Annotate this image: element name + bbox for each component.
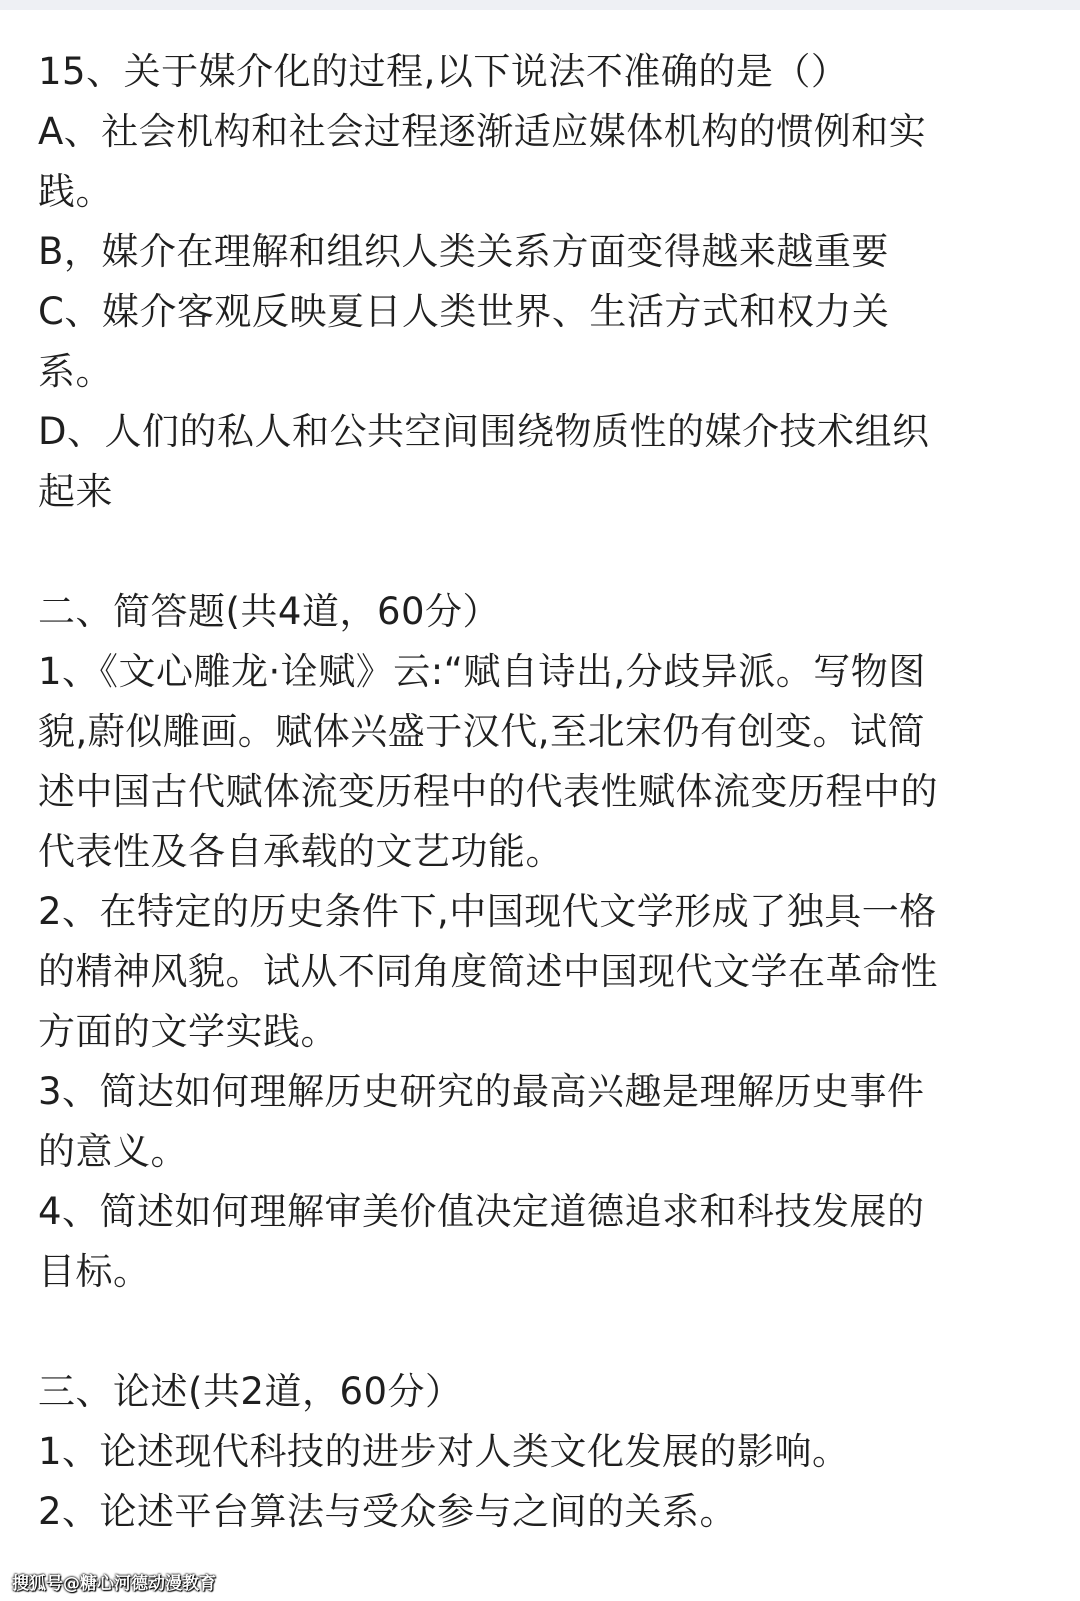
option-a: A、社会机构和社会过程逐渐适应媒体机构的惯例和实 [38, 110, 927, 153]
top-strip [0, 0, 1080, 10]
option-c-cont: 系。 [38, 350, 113, 393]
short-answer-1-cont: 貌,蔚似雕画。赋体兴盛于汉代,至北宋仍有创变。试简 [38, 710, 926, 753]
short-answer-4-cont: 目标。 [38, 1250, 151, 1293]
spacer [38, 522, 1048, 582]
section-heading: 三、论述(共2道，60分） [38, 1370, 463, 1413]
short-answer-2-cont: 的精神风貌。试从不同角度简述中国现代文学在革命性 [38, 950, 938, 993]
option-d-cont: 起来 [38, 470, 113, 513]
option-d: D、人们的私人和公共空间围绕物质性的媒介技术组织 [38, 410, 930, 453]
short-answer-1: 1、《文心雕龙·诠赋》云:“赋自诗出,分歧异派。写物图 [38, 650, 926, 693]
section-short-answer [38, 582, 1048, 1302]
short-answer-1-cont: 代表性及各自承载的文艺功能。 [38, 830, 563, 873]
question-stem: 15、关于媒介化的过程,以下说法不准确的是（） [38, 50, 849, 93]
option-a-cont: 践。 [38, 170, 113, 213]
short-answer-3: 3、简达如何理解历史研究的最高兴趣是理解历史事件 [38, 1070, 925, 1113]
short-answer-3-cont: 的意义。 [38, 1130, 188, 1173]
watermark: 搜狐号@糖心河德动漫教育 [12, 1574, 216, 1594]
question-15 [38, 42, 1048, 522]
short-answer-2-cont: 方面的文学实践。 [38, 1010, 338, 1053]
spacer [38, 1302, 1048, 1362]
section-heading: 二、简答题(共4道，60分） [38, 590, 501, 633]
option-c: C、媒介客观反映夏日人类世界、生活方式和权力关 [38, 290, 890, 333]
essay-1: 1、论述现代科技的进步对人类文化发展的影响。 [38, 1430, 850, 1473]
short-answer-2: 2、在特定的历史条件下,中国现代文学形成了独具一格 [38, 890, 937, 933]
section-essay [38, 1362, 1048, 1542]
short-answer-4: 4、简述如何理解审美价值决定道德追求和科技发展的 [38, 1190, 925, 1233]
short-answer-1-cont: 述中国古代赋体流变历程中的代表性赋体流变历程中的 [38, 770, 938, 813]
essay-2: 2、论述平台算法与受众参与之间的关系。 [38, 1490, 738, 1533]
document-body [38, 42, 1048, 1542]
option-b: B，媒介在理解和组织人类关系方面变得越来越重要 [38, 230, 889, 273]
